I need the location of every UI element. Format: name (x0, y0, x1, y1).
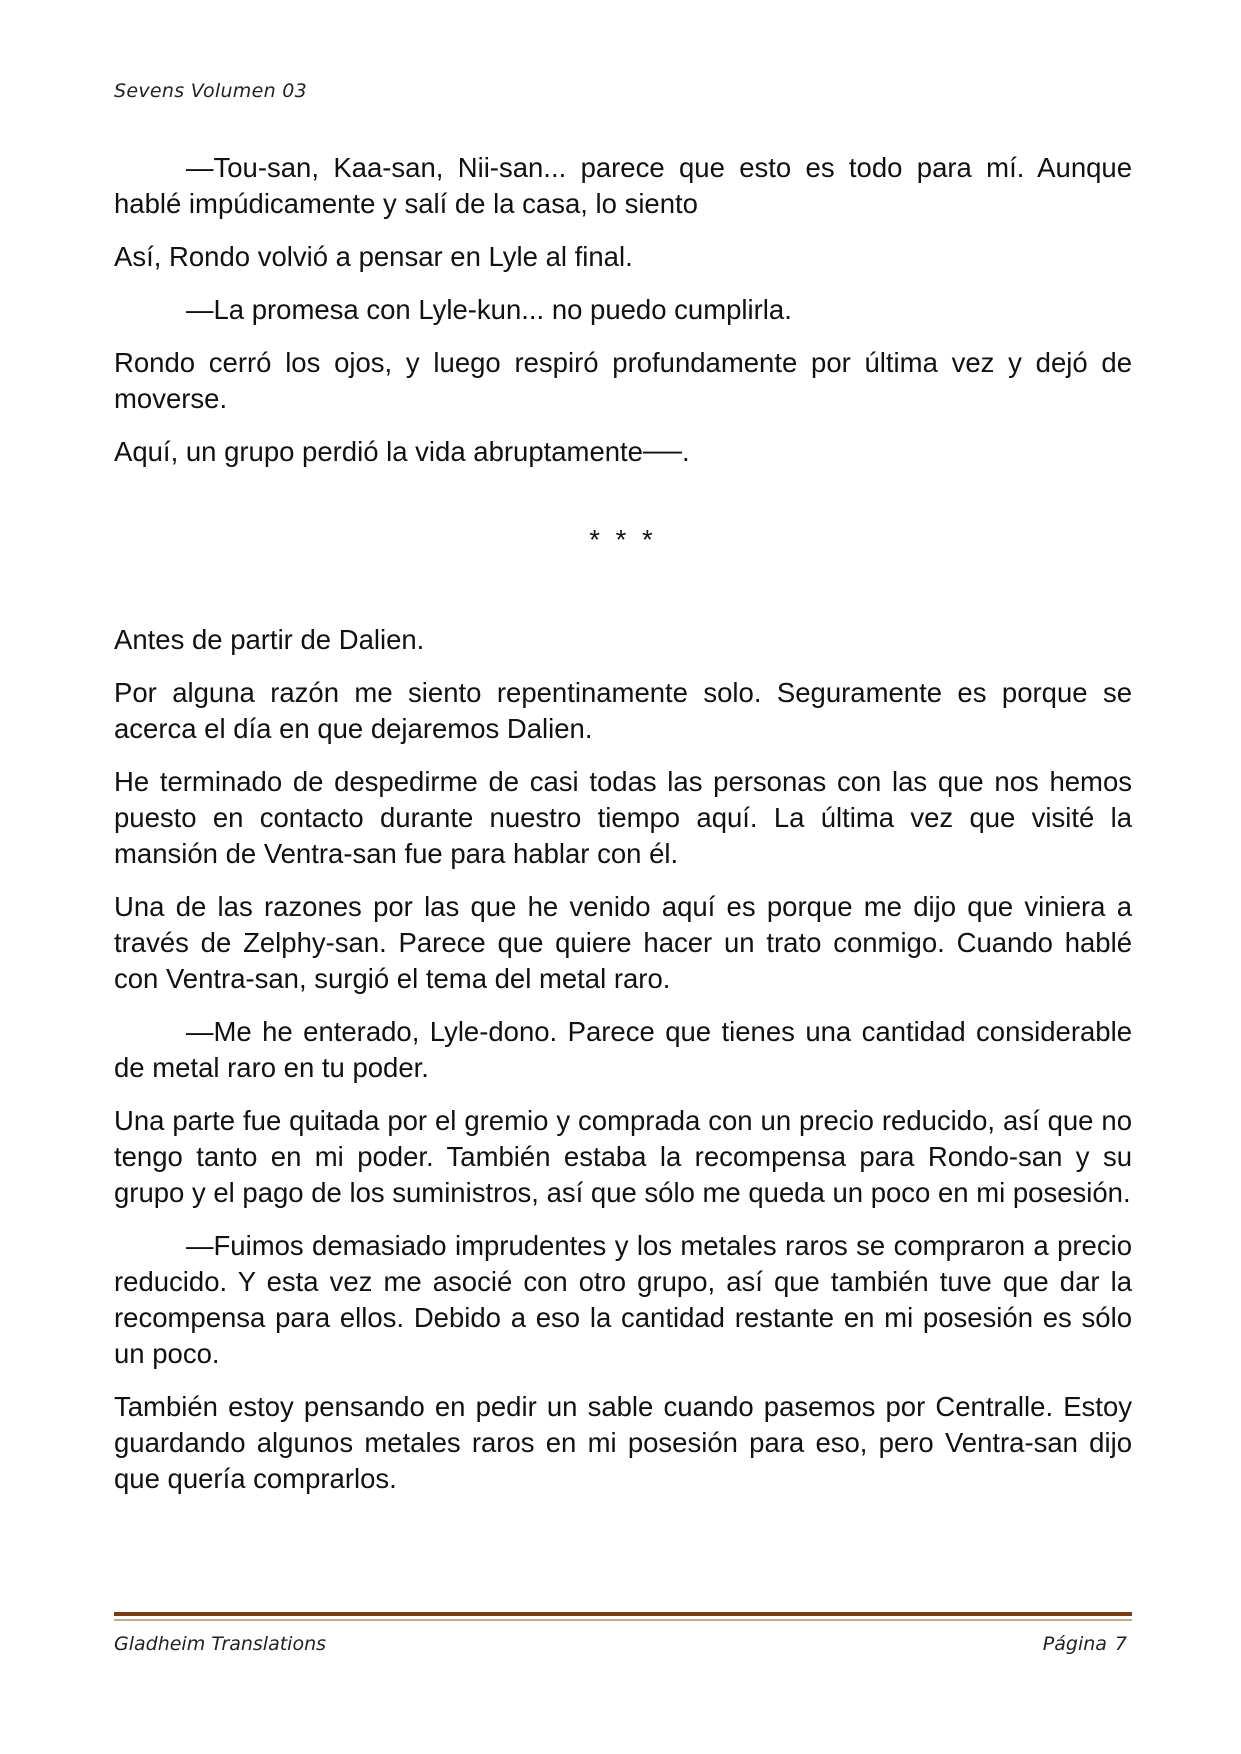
dialogue-paragraph: —Tou-san, Kaa-san, Nii-san... parece que esto es todo para mí. Aunque hablé impúdicamente y salí de la casa, lo siento (114, 152, 1132, 219)
paragraph: Aquí, un grupo perdió la vida abruptamente──. (114, 436, 690, 467)
paragraph: Una parte fue quitada por el gremio y comprada con un precio reducido, así que no tengo tanto en mi poder. También estaba la recompensa para Rondo-san y su grupo y el pago de los suministros, así que sólo me queda un poco en mi posesión. (114, 1105, 1132, 1208)
paragraph: Rondo cerró los ojos, y luego respiró profundamente por última vez y dejó de moverse. (114, 347, 1132, 414)
paragraph: También estoy pensando en pedir un sable cuando pasemos por Centralle. Estoy guardando algunos metales raros en mi posesión para eso, pero Ventra-san dijo que quería comprarlos. (114, 1391, 1132, 1494)
footer-rule (114, 1612, 1132, 1616)
scene-break: * * * (589, 524, 657, 555)
body-text (114, 150, 1132, 1514)
page-label: Página (1042, 1633, 1107, 1655)
footer-publisher: Gladheim Translations (114, 1633, 327, 1655)
paragraph: Así, Rondo volvió a pensar en Lyle al final. (114, 241, 633, 272)
dialogue-paragraph: —Me he enterado, Lyle-dono. Parece que tienes una cantidad considerable de metal raro en tu poder. (114, 1016, 1132, 1083)
paragraph: Por alguna razón me siento repentinamente solo. Seguramente es porque se acerca el día en que dejaremos Dalien. (114, 677, 1132, 744)
running-header: Sevens Volumen 03 (114, 80, 308, 102)
dialogue-paragraph: —Fuimos demasiado imprudentes y los metales raros se compraron a precio reducido. Y esta vez me asocié con otro grupo, así que también tuve que dar la recompensa para ellos. Debido a eso la cantidad restante en mi posesión es sólo un poco. (114, 1230, 1132, 1369)
page-number: 7 (1114, 1633, 1127, 1655)
paragraph: Antes de partir de Dalien. (114, 624, 425, 655)
footer-rule-accent (114, 1619, 1132, 1621)
paragraph: Una de las razones por las que he venido aquí es porque me dijo que viniera a través de Zelphy-san. Parece que quiere hacer un trato conmigo. Cuando hablé con Ventra-san, surgió el tema del metal raro. (114, 891, 1132, 994)
paragraph: He terminado de despedirme de casi todas las personas con las que nos hemos puesto en contacto durante nuestro tiempo aquí. La última vez que visité la mansión de Ventra-san fue para hablar con él. (114, 766, 1132, 869)
dialogue-paragraph: —La promesa con Lyle-kun... no puedo cumplirla. (186, 294, 792, 325)
footer-page-number (1043, 1633, 1127, 1655)
